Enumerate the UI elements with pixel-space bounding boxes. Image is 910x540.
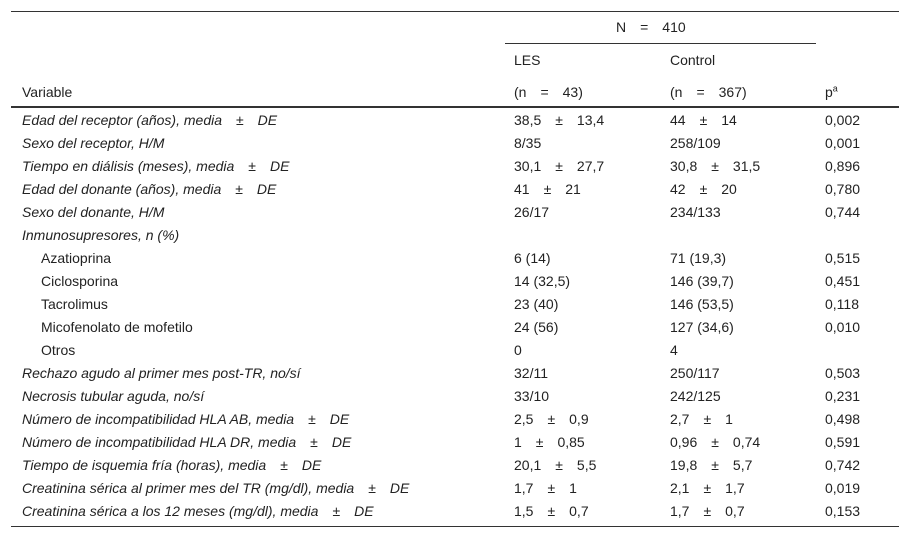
row-p: 0,451 [825, 273, 861, 289]
row-les: 1,7 ± 1 [514, 480, 577, 496]
row-variable: Tiempo de isquemia fría (horas), media ± DE [22, 457, 322, 473]
row-variable: Otros [41, 342, 76, 358]
row-variable: Inmunosupresores, n (%) [22, 227, 180, 243]
row-control: 127 (34,6) [670, 319, 734, 335]
row-variable: Ciclosporina [41, 273, 119, 289]
row-les: 8/35 [514, 135, 542, 151]
row-variable: Edad del receptor (años), media ± DE [22, 112, 278, 128]
row-control: 2,7 ± 1 [670, 411, 733, 427]
row-variable: Necrosis tubular aguda, no/sí [22, 388, 205, 404]
header-rule [11, 106, 899, 108]
row-les: 6 (14) [514, 250, 551, 266]
row-p: 0,742 [825, 457, 861, 473]
row-les: 24 (56) [514, 319, 559, 335]
row-les: 30,1 ± 27,7 [514, 158, 605, 174]
row-les: 38,5 ± 13,4 [514, 112, 605, 128]
row-p: 0,591 [825, 434, 861, 450]
row-les: 33/10 [514, 388, 550, 404]
row-control: 1,7 ± 0,7 [670, 503, 745, 519]
top-rule [11, 11, 899, 12]
row-variable: Sexo del donante, H/M [22, 204, 165, 220]
row-variable: Número de incompatibilidad HLA AB, media ± DE [22, 411, 350, 427]
row-les: 41 ± 21 [514, 181, 581, 197]
row-variable: Rechazo agudo al primer mes post-TR, no/sí [22, 365, 301, 381]
row-variable: Número de incompatibilidad HLA DR, media ± DE [22, 434, 352, 450]
row-les: 23 (40) [514, 296, 559, 312]
row-control: 250/117 [670, 365, 720, 381]
row-p: 0,744 [825, 204, 861, 220]
row-control: 4 [670, 342, 678, 358]
row-les: 0 [514, 342, 522, 358]
header-les-n: (n = 43) [514, 84, 583, 100]
row-les: 20,1 ± 5,5 [514, 457, 597, 473]
row-control: 44 ± 14 [670, 112, 737, 128]
row-variable: Creatinina sérica a los 12 meses (mg/dl), media ± DE [22, 503, 374, 519]
row-p: 0,231 [825, 388, 861, 404]
row-control: 19,8 ± 5,7 [670, 457, 753, 473]
row-variable: Azatioprina [41, 250, 112, 266]
row-p: 0,002 [825, 112, 861, 128]
row-control: 146 (39,7) [670, 273, 734, 289]
header-les: LES [514, 52, 541, 68]
row-les: 2,5 ± 0,9 [514, 411, 589, 427]
row-p: 0,515 [825, 250, 861, 266]
row-control: 258/109 [670, 135, 721, 151]
row-p: 0,896 [825, 158, 861, 174]
row-p: 0,118 [825, 296, 859, 312]
row-variable: Creatinina sérica al primer mes del TR (mg/dl), media ± DE [22, 480, 410, 496]
header-p-sup: a [832, 83, 838, 94]
row-variable: Micofenolato de mofetilo [41, 319, 193, 335]
row-control: 0,96 ± 0,74 [670, 434, 761, 450]
header-p-label: p [825, 84, 833, 100]
row-les: 32/11 [514, 365, 548, 381]
row-p: 0,503 [825, 365, 861, 381]
header-p [825, 83, 838, 101]
group-rule [505, 43, 816, 44]
row-p: 0,001 [825, 135, 861, 151]
header-control: Control [670, 52, 716, 68]
bottom-rule [11, 526, 899, 527]
row-variable: Sexo del receptor, H/M [22, 135, 165, 151]
row-p: 0,498 [825, 411, 861, 427]
row-control: 146 (53,5) [670, 296, 734, 312]
row-p: 0,019 [825, 480, 861, 496]
row-les: 14 (32,5) [514, 273, 571, 289]
row-les: 1 ± 0,85 [514, 434, 585, 450]
row-control: 42 ± 20 [670, 181, 737, 197]
row-control: 234/133 [670, 204, 721, 220]
row-control: 242/125 [670, 388, 721, 404]
row-variable: Edad del donante (años), media ± DE [22, 181, 277, 197]
row-control: 2,1 ± 1,7 [670, 480, 745, 496]
row-control: 71 (19,3) [670, 250, 727, 266]
header-variable: Variable [22, 84, 73, 100]
row-variable: Tiempo en diálisis (meses), media ± DE [22, 158, 290, 174]
row-variable: Tacrolimus [41, 296, 108, 312]
row-p: 0,153 [825, 503, 861, 519]
row-p: 0,010 [825, 319, 861, 335]
header-control-n: (n = 367) [670, 84, 747, 100]
row-p: 0,780 [825, 181, 861, 197]
row-les: 1,5 ± 0,7 [514, 503, 589, 519]
row-les: 26/17 [514, 204, 550, 220]
header-n-total: N = 410 [616, 19, 686, 35]
row-control: 30,8 ± 31,5 [670, 158, 761, 174]
